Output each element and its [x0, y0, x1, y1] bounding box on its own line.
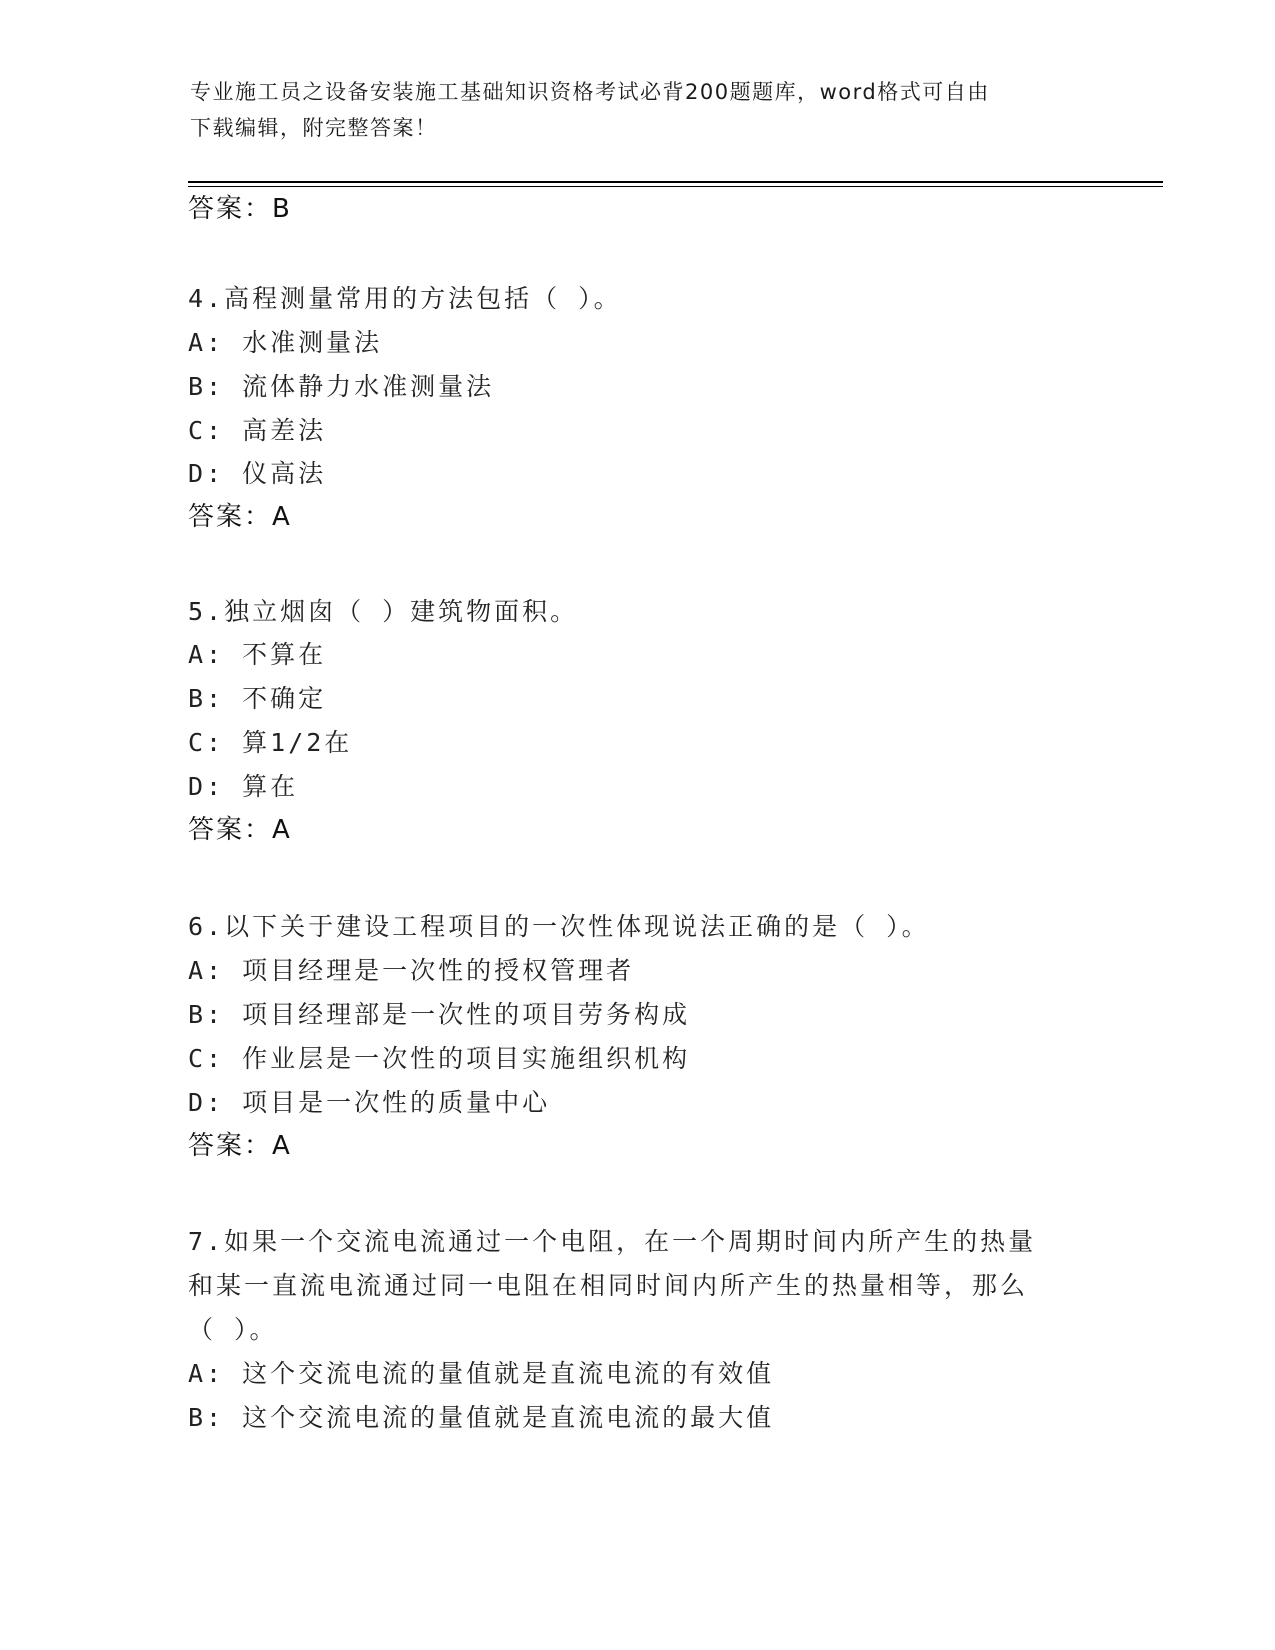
question-6-option-c: C: 作业层是一次性的项目实施组织机构 [188, 1044, 691, 1073]
question-5-option-c: C: 算1/2在 [188, 728, 353, 757]
question-4-option-d: D: 仪高法 [188, 459, 327, 488]
question-5-option-d: D: 算在 [188, 772, 299, 801]
question-4-option-b: B: 流体静力水准测量法 [188, 372, 495, 401]
question-7-stem-line-1: 7.如果一个交流电流通过一个电阻，在一个周期时间内所产生的热量 [188, 1227, 1037, 1256]
header-divider-top [188, 181, 1163, 183]
question-5-option-a: A: 不算在 [188, 640, 327, 669]
answer-q4: 答案：A [188, 502, 292, 532]
question-6-option-a: A: 项目经理是一次性的授权管理者 [188, 956, 635, 985]
question-7-option-a: A: 这个交流电流的量值就是直流电流的有效值 [188, 1359, 775, 1388]
document-header [190, 74, 1090, 146]
answer-q6: 答案：A [188, 1131, 292, 1161]
question-4-option-c: C: 高差法 [188, 416, 327, 445]
question-4-option-a: A: 水准测量法 [188, 328, 383, 357]
question-6-option-d: D: 项目是一次性的质量中心 [188, 1088, 551, 1117]
question-7-option-b: B: 这个交流电流的量值就是直流电流的最大值 [188, 1403, 775, 1432]
header-divider-bottom [188, 186, 1163, 187]
question-4-stem: 4.高程测量常用的方法包括（ ）。 [188, 284, 622, 313]
header-line-2: 下载编辑，附完整答案！ [190, 116, 438, 140]
question-7-stem-line-3: （ ）。 [188, 1315, 278, 1344]
question-5-option-b: B: 不确定 [188, 684, 327, 713]
question-5-stem: 5.独立烟囱（ ）建筑物面积。 [188, 597, 579, 626]
answer-q5: 答案：A [188, 815, 292, 845]
question-7-stem-line-2: 和某一直流电流通过同一电阻在相同时间内所产生的热量相等，那么 [188, 1271, 1029, 1300]
answer-q3: 答案：B [188, 194, 292, 224]
header-line-1: 专业施工员之设备安装施工基础知识资格考试必背200题题库，word格式可自由 [190, 80, 990, 104]
question-6-option-b: B: 项目经理部是一次性的项目劳务构成 [188, 1000, 691, 1029]
question-6-stem: 6.以下关于建设工程项目的一次性体现说法正确的是（ ）。 [188, 912, 930, 941]
